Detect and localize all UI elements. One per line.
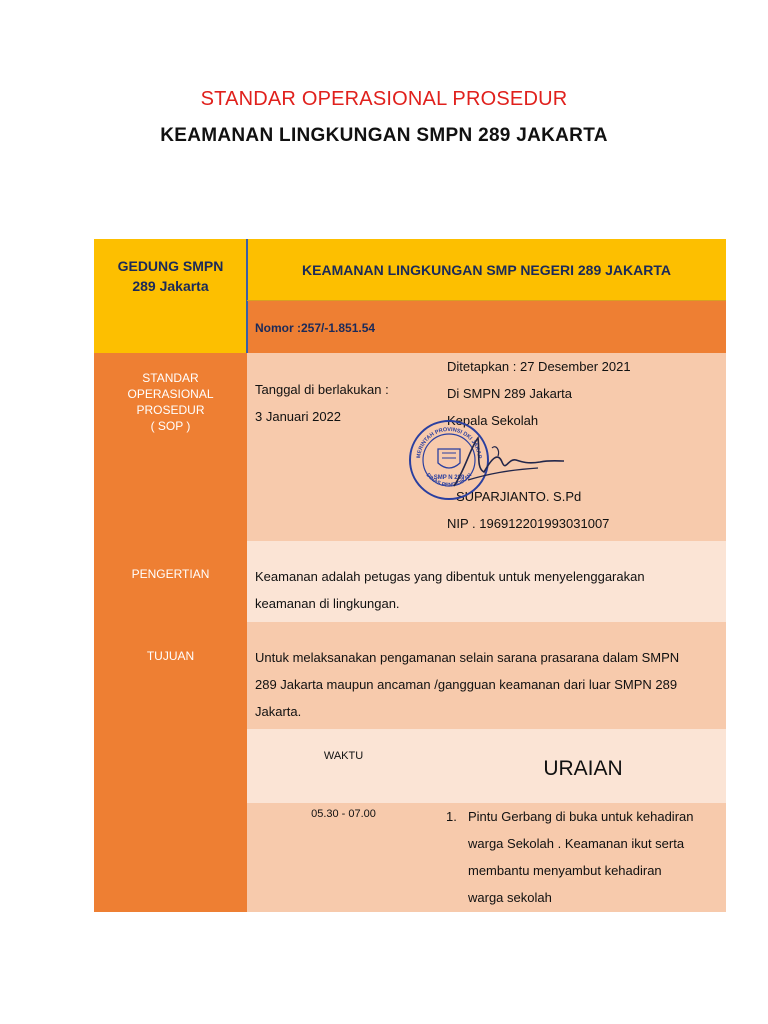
document-subtitle: KEAMANAN LINGKUNGAN SMPN 289 JAKARTA: [160, 125, 608, 146]
set-date: Ditetapkan : 27 Desember 2021: [447, 359, 631, 374]
sop-label-cell: [94, 353, 247, 541]
stamp-bottom-text: DINAS PENDIDIKAN: [424, 472, 474, 489]
nomor-text: Nomor :257/-1.851.54: [255, 321, 376, 335]
item-line-4: warga sekolah: [468, 890, 552, 905]
tujuan-line-2: 289 Jakarta maupun ancaman /gangguan keamanan dari luar SMPN 289: [255, 677, 678, 692]
header-divider-bottom: [247, 300, 726, 301]
sop-label-line-3: PROSEDUR: [136, 403, 205, 417]
effective-label: Tanggal di berlakukan :: [255, 382, 389, 397]
description-cell: [440, 803, 726, 912]
sop-label-line-4: ( SOP ): [150, 419, 191, 433]
item-line-1: Pintu Gerbang di buka untuk kehadiran: [468, 809, 694, 824]
item-number: 1.: [446, 809, 457, 824]
waktu-header-cell: [247, 729, 440, 803]
pengertian-content-cell: [247, 541, 726, 622]
sop-label-line-2: OPERASIONAL: [127, 387, 214, 401]
header-divider: [246, 239, 248, 353]
position: Kepala Sekolah: [447, 413, 539, 428]
time-cell: [247, 803, 440, 912]
waktu-header: WAKTU: [323, 750, 364, 762]
tujuan-label: TUJUAN: [146, 649, 195, 663]
item-line-2: warga Sekolah . Keamanan ikut serta: [468, 836, 685, 851]
signer-name: SUPARJIANTO. S.Pd: [456, 489, 582, 504]
tujuan-line-3: Jakarta.: [255, 704, 302, 719]
item-line-3: membantu menyambut kehadiran: [468, 863, 662, 878]
building-cell: [94, 239, 247, 353]
building-line-1: GEDUNG SMPN: [117, 258, 224, 274]
pengertian-label: PENGERTIAN: [131, 567, 210, 581]
effective-date: 3 Januari 2022: [255, 409, 342, 424]
uraian-header-cell: [440, 729, 726, 803]
stamp-top-text: MERINTAH PROVINSI DKI JAKAR: [415, 426, 483, 460]
nip: NIP . 196912201993031007: [447, 516, 610, 531]
signature: [448, 428, 566, 498]
stamp-center-text: SMP N 289: [433, 475, 465, 481]
tujuan-content-cell: [247, 622, 726, 729]
pengertian-line-2: keamanan di lingkungan.: [255, 596, 400, 611]
building-line-2: 289 Jakarta: [132, 278, 209, 294]
tujuan-label-cell: [94, 622, 247, 729]
uraian-header: URAIAN: [543, 757, 623, 780]
main-title: KEAMANAN LINGKUNGAN SMP NEGERI 289 JAKARTA: [302, 262, 671, 278]
sop-label-line-1: STANDAR: [142, 371, 199, 385]
pengertian-label-cell: [94, 541, 247, 622]
location: Di SMPN 289 Jakarta: [447, 386, 572, 401]
main-title-cell: [247, 239, 726, 301]
item-description: [468, 803, 694, 911]
pengertian-line-1: Keamanan adalah petugas yang dibentuk untuk menyelenggarakan: [255, 569, 645, 584]
tujuan-line-1: Untuk melaksanakan pengamanan selain sarana prasarana dalam SMPN: [255, 650, 680, 665]
schedule-left-cell: [94, 729, 247, 912]
document-title: STANDAR OPERASIONAL PROSEDUR: [200, 88, 568, 110]
nomor-cell: [247, 301, 726, 353]
time-value: 05.30 - 07.00: [311, 808, 376, 820]
